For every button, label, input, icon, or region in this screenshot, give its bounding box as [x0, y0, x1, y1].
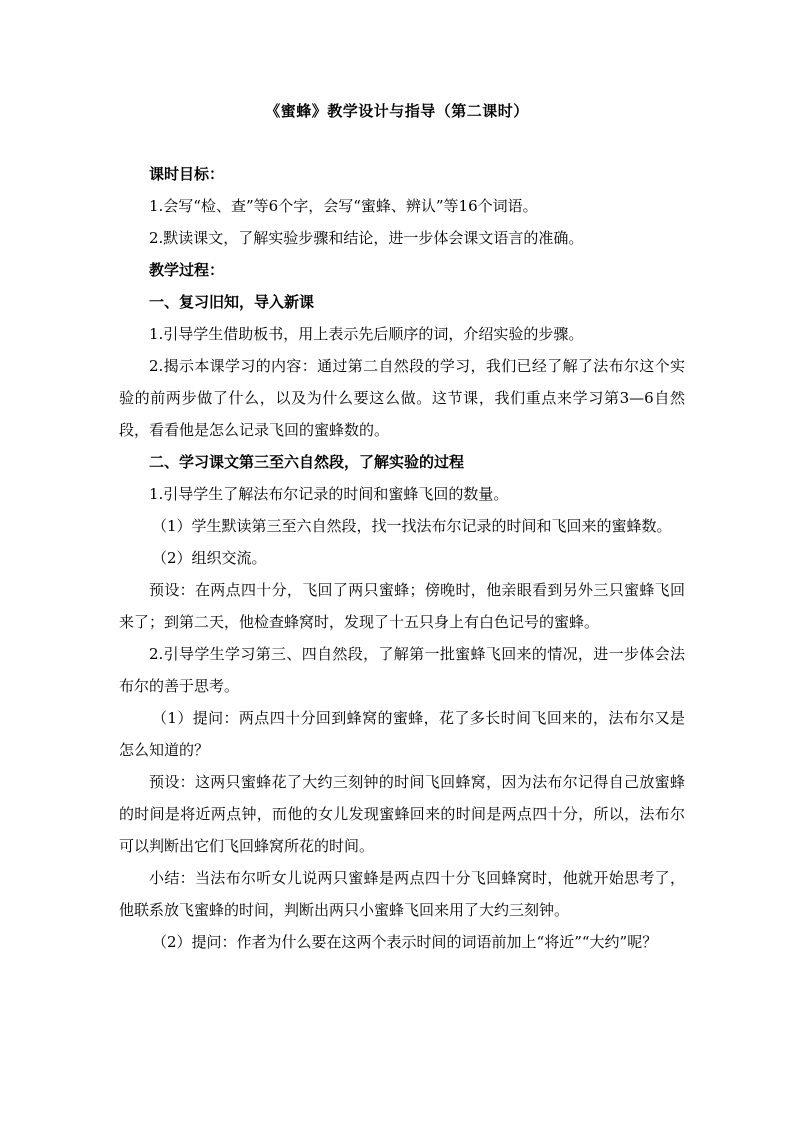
part-heading-1: 一、复习旧知，导入新课 — [149, 293, 315, 311]
goal-item-2: 2.默读课文，了解实验步骤和结论，进一步体会课文语言的准确。 — [149, 229, 584, 247]
preset-answer-1: 预设：在两点四十分，飞回了两只蜜蜂；傍晚时，他亲眼看到另外三只蜜蜂飞回来了；到第二天，他检查蜂窝时，发现了十五只身上有白色记号的蜜蜂。 — [119, 581, 685, 631]
goal-item-1: 1.会写“检、查”等6个字，会写“蜜蜂、辨认”等16个词语。 — [149, 197, 538, 215]
step-2-2-q2: （2）提问：作者为什么要在这两个表示时间的词语前加上“将近”“大约”呢？ — [152, 933, 658, 951]
preset-answer-2: 预设：这两只蜜蜂花了大约三刻钟的时间飞回蜂窝，因为法布尔记得自己放蜜蜂的时间是将近两点钟，而他的女儿发现蜜蜂回来的时间是两点四十分，所以，法布尔可以判断出它们飞回蜂窝所花的时间。 — [119, 773, 685, 855]
part-heading-2: 二、学习课文第三至六自然段，了解实验的过程 — [149, 453, 465, 471]
document-body — [119, 158, 685, 958]
step-2-2-q1: （1）提问：两点四十分回到蜂窝的蜜蜂，花了多长时间飞回来的，法布尔又是怎么知道的？ — [119, 709, 685, 759]
step-1-1: 1.引导学生借助板书，用上表示先后顺序的词，介绍实验的步骤。 — [149, 325, 584, 343]
step-2-1: 1.引导学生了解法布尔记录的时间和蜜蜂飞回的数量。 — [149, 485, 509, 503]
step-2-2: 2.引导学生学习第三、四自然段，了解第一批蜜蜂飞回来的情况，进一步体会法布尔的善于思考。 — [119, 645, 685, 695]
section-heading-goals: 课时目标： — [149, 165, 225, 183]
step-2-1-q1: （1）学生默读第三至六自然段，找一找法布尔记录的时间和飞回来的蜜蜂数。 — [152, 517, 672, 535]
section-heading-process: 教学过程： — [149, 261, 225, 279]
document-title: 《蜜蜂》教学设计与指导（第二课时） — [265, 102, 529, 120]
step-2-1-q2: （2）组织交流。 — [152, 549, 267, 567]
step-1-2: 2.揭示本课学习的内容：通过第二自然段的学习，我们已经了解了法布尔这个实验的前两步做了什么，以及为什么要这么做。这节课，我们重点来学习第3—6自然段，看看他是怎么记录飞回的蜜蜂数的。 — [119, 357, 685, 439]
summary-1: 小结：当法布尔听女儿说两只蜜蜂是两点四十分飞回蜂窝时，他就开始思考了，他联系放飞蜜蜂的时间，判断出两只小蜜蜂飞回来用了大约三刻钟。 — [119, 869, 685, 919]
